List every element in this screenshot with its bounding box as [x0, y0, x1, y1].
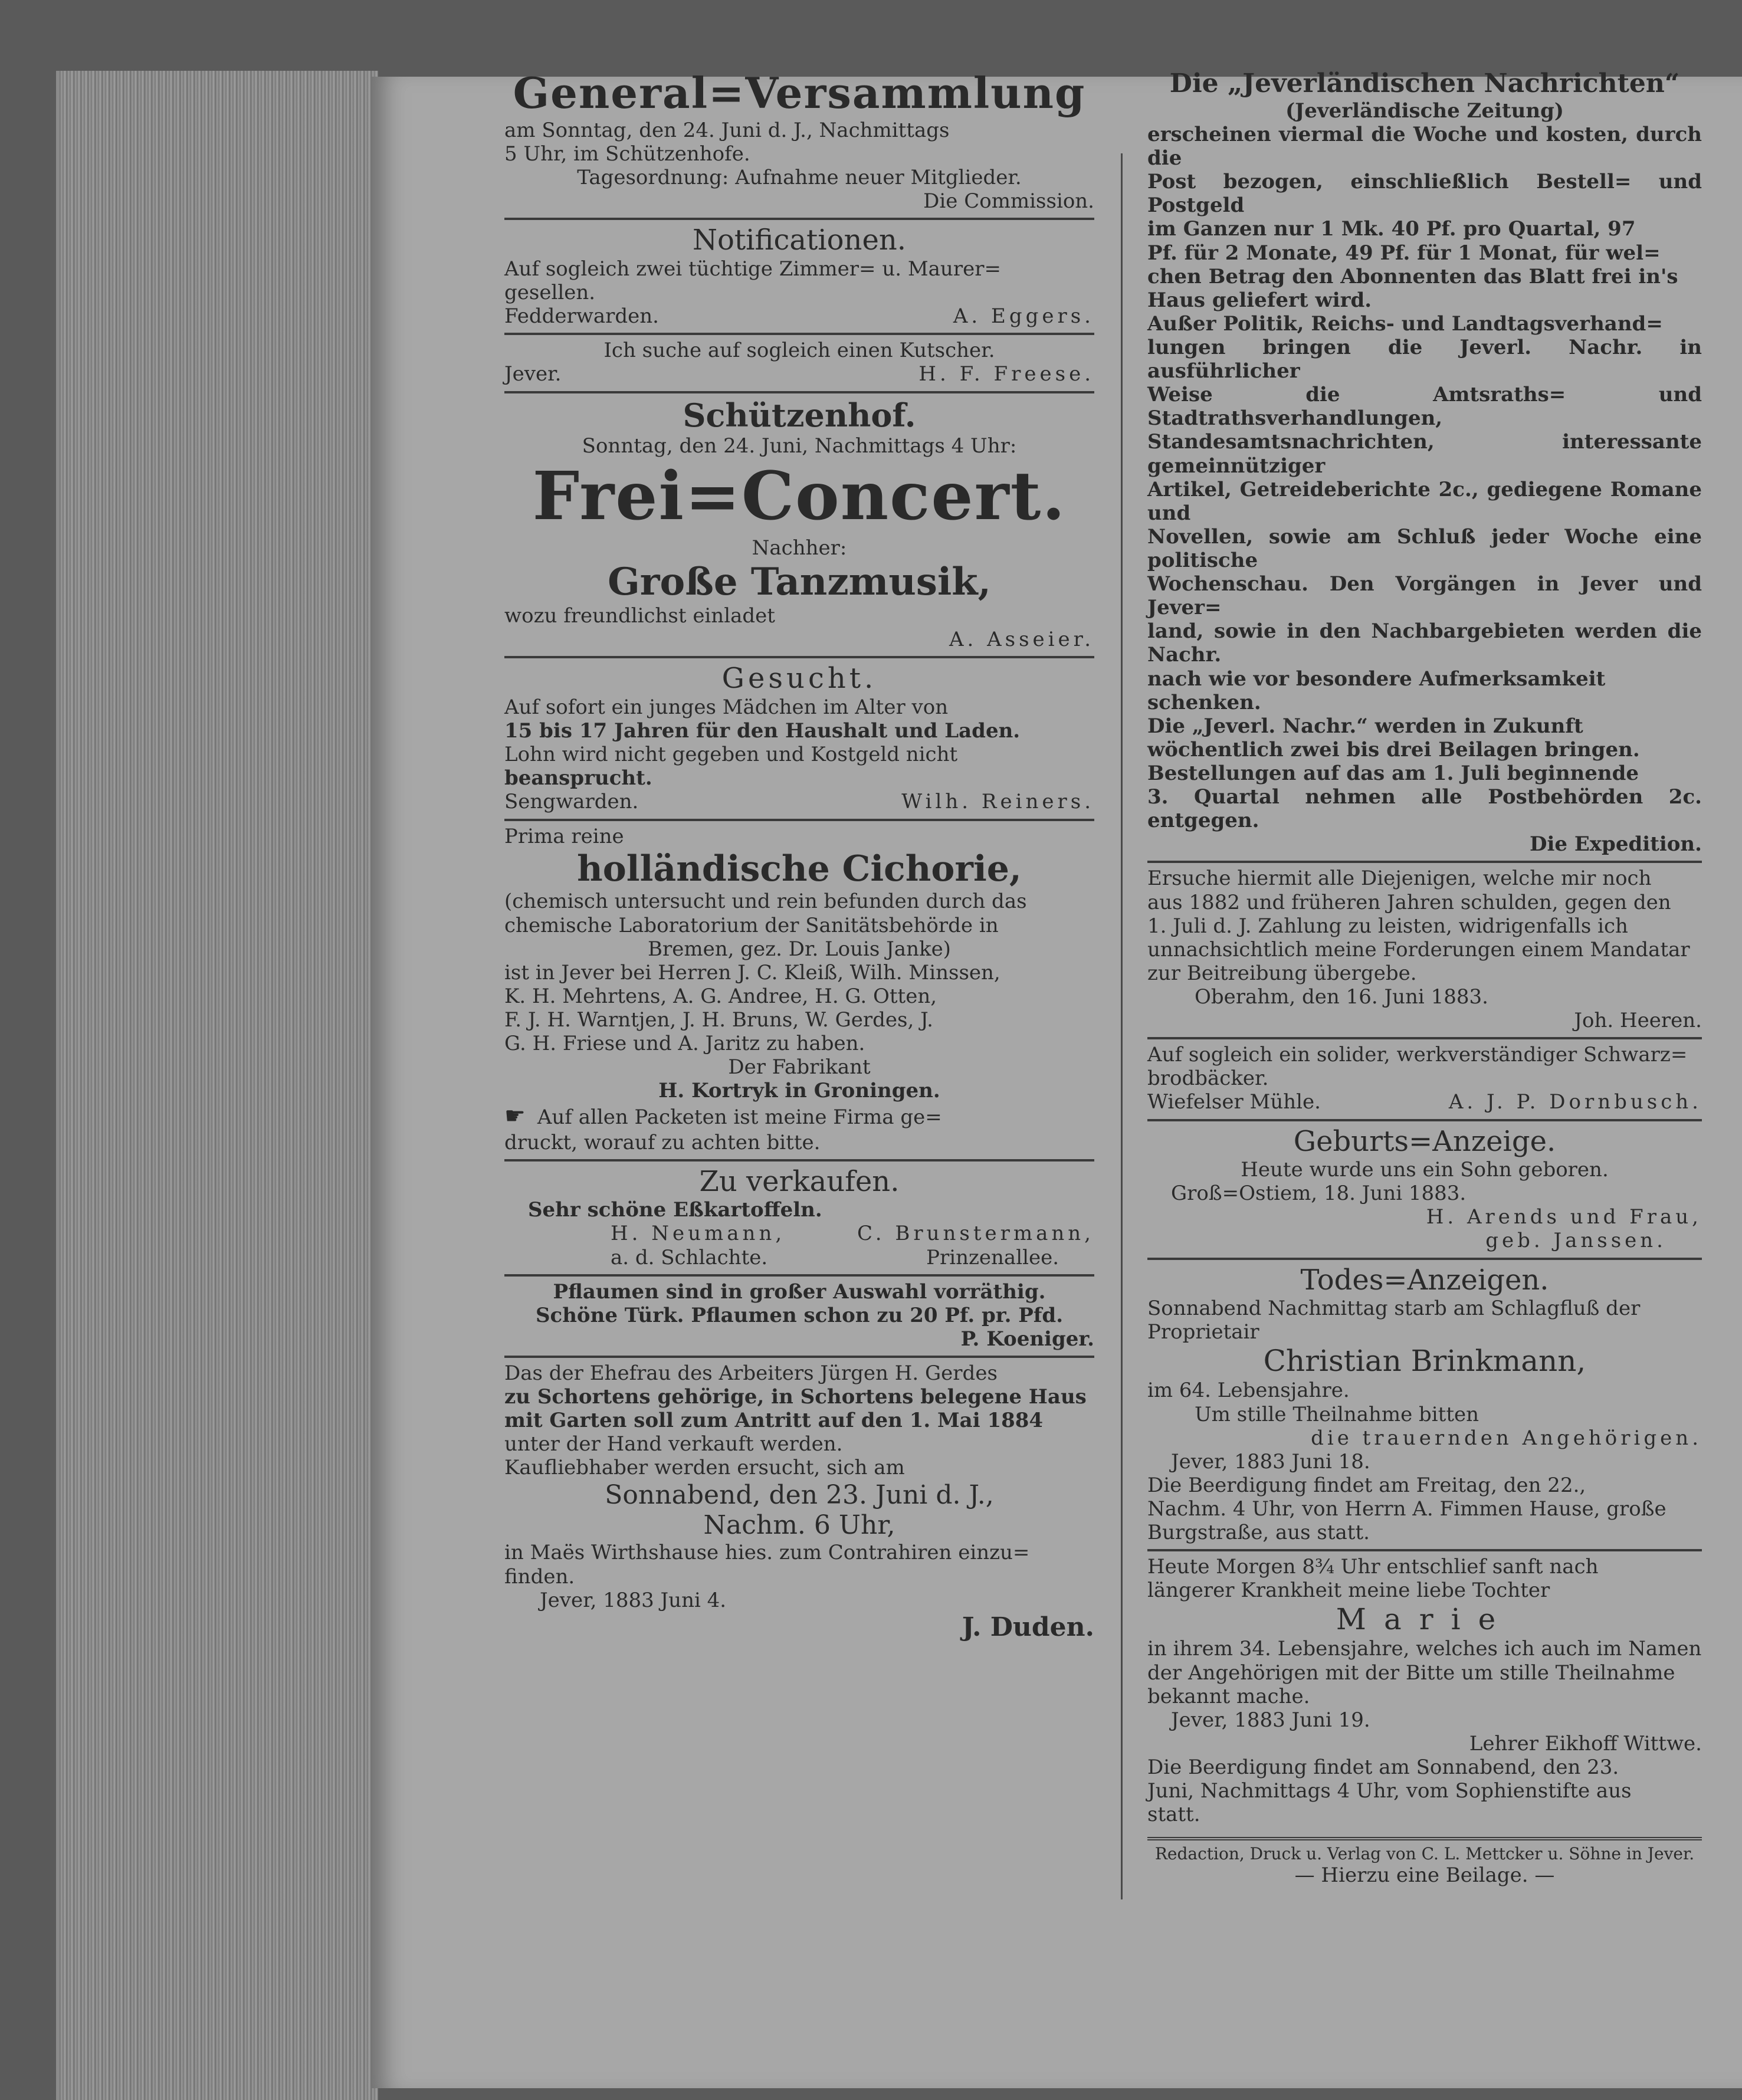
ad-line: wöchentlich zwei bis drei Beilagen bringen. [1147, 737, 1640, 762]
ad-line: Ich suche auf sogleich einen Kutscher. [603, 339, 995, 363]
ad-line: chen Betrag den Abonnenten das Blatt frei in's [1147, 264, 1678, 288]
ad-name: Marie [1336, 1602, 1514, 1637]
ad-line: Sonnabend Nachmittag starb am Schlagfluß der [1147, 1297, 1641, 1321]
ad-line: Schöne Türk. Pflaumen schon zu 20 Pf. pr. Pfd. [535, 1303, 1064, 1327]
ad-address: Prinzenallee. [926, 1245, 1059, 1269]
ad-title: Schützenhof. [683, 396, 916, 434]
ad-line: Haus geliefert wird. [1147, 288, 1372, 312]
ad-line: Wochenschau. Den Vorgängen in Jever und Jever= [1147, 572, 1702, 620]
ad-line: mit Garten soll zum Antritt auf den 1. Mai 1884 [504, 1409, 1044, 1433]
ad-line: längerer Krankheit meine liebe Tochter [1147, 1579, 1550, 1603]
ad-line: aus 1882 und früheren Jahren schulden, gegen den [1147, 890, 1671, 914]
ad-line: Auf allen Packeten ist meine Firma ge= [537, 1105, 942, 1130]
ad-line: Die Beerdigung findet am Freitag, den 22., [1147, 1473, 1586, 1497]
ad-line: 1. Juli d. J. Zahlung zu leisten, widrigenfalls ich [1147, 914, 1628, 938]
ad-line: Sonntag, den 24. Juni, Nachmittags 4 Uhr: [582, 434, 1017, 458]
ad-line: Nachher: [752, 536, 847, 560]
ad-title: General=Versammlung [513, 68, 1086, 118]
ad-line: brodbäcker. [1147, 1067, 1269, 1091]
ad-date: Sonnabend, den 23. Juni d. J., [605, 1479, 994, 1510]
ad-line: Auf sogleich zwei tüchtige Zimmer= u. Maurer= [504, 257, 1001, 281]
ad-line: Sehr schöne Eßkartoffeln. [528, 1198, 822, 1222]
ad-line: Auf sofort ein junges Mädchen im Alter von [504, 695, 949, 720]
ad-line: ist in Jever bei Herren J. C. Kleiß, Wilh. Minssen, [504, 960, 1000, 985]
ad-line: Der Fabrikant [728, 1055, 871, 1079]
ad-line: Bremen, gez. Dr. Louis Janke) [648, 937, 951, 961]
ad-line: G. H. Friese und A. Jaritz zu haben. [504, 1032, 865, 1056]
ad-time: Nachm. 6 Uhr, [703, 1510, 895, 1541]
ad-place: Fedderwarden. [504, 304, 659, 329]
ad-headline: Frei=Concert. [532, 458, 1067, 536]
ad-signature: J. Duden. [962, 1612, 1094, 1642]
ad-line: Post bezogen, einschließlich Bestell= und Postgeld [1147, 170, 1702, 218]
ad-line: 5 Uhr, im Schützenhofe. [504, 142, 750, 166]
left-column [504, 65, 1094, 1648]
ad-line: statt. [1147, 1803, 1200, 1827]
ad-general-versammlung [504, 65, 1094, 220]
ad-line: 15 bis 17 Jahren für den Haushalt und Laden. [504, 719, 1021, 743]
ad-signature: H. Kortryk in Groningen. [658, 1079, 940, 1103]
ad-pflaumen [504, 1277, 1094, 1358]
ad-line: lungen bringen die Jeverl. Nachr. in ausführlicher [1147, 336, 1702, 383]
ad-line: finden. [504, 1564, 575, 1589]
ad-signature: A. J. P. Dornbusch. [1448, 1090, 1702, 1114]
ad-line: bekannt mache. [1147, 1684, 1310, 1708]
ad-line: Standesamtsnachrichten, interessante gemeinnütziger [1147, 430, 1702, 478]
ad-place: Sengwarden. [504, 790, 639, 814]
ad-notificationen [504, 220, 1094, 335]
ad-signature: P. Koeniger. [960, 1327, 1094, 1351]
ad-line: beansprucht. [504, 766, 652, 790]
ad-title: Todes=Anzeigen. [1300, 1263, 1549, 1297]
ad-signature: Lehrer Eikhoff Wittwe. [1469, 1731, 1702, 1756]
ad-line: Heute wurde uns ein Sohn geboren. [1241, 1158, 1609, 1182]
ad-line: die trauernden Angehörigen. [1311, 1426, 1702, 1450]
ad-line: Nachm. 4 Uhr, von Herrn A. Fimmen Hause, große [1147, 1497, 1666, 1521]
ad-todes [1147, 1260, 1702, 1550]
ad-line: Ersuche hiermit alle Diejenigen, welche mir noch [1147, 867, 1652, 891]
column-divider [1121, 153, 1123, 1899]
ad-gesucht [504, 658, 1094, 821]
ad-signature: Die Expedition. [1529, 832, 1702, 857]
ad-address: a. d. Schlachte. [611, 1245, 768, 1269]
ad-signature: A. Asseier. [949, 628, 1094, 652]
ad-ersuche [1147, 863, 1702, 1039]
ad-line: in Maës Wirthshause hies. zum Contrahiren einzu= [504, 1541, 1030, 1565]
ad-schuetzenhof [504, 393, 1094, 659]
ad-line: Pflaumen sind in großer Auswahl vorräthig. [553, 1279, 1046, 1304]
ad-marie [1147, 1549, 1702, 1831]
ad-signature: H. F. Freese. [918, 362, 1094, 386]
ad-signature: Joh. Heeren. [1574, 1009, 1702, 1033]
ad-line: Artikel, Getreideberichte 2c., gediegene Romane und [1147, 477, 1702, 525]
ad-line: im 64. Lebensjahre. [1147, 1379, 1350, 1403]
ad-cichorie [504, 821, 1094, 1161]
ad-line: Weise die Amtsraths= und Stadtrathsverhandlungen, [1147, 383, 1702, 431]
ad-title: holländische Cichorie, [577, 848, 1022, 890]
ad-signature: Die Commission. [923, 189, 1094, 214]
ad-line: (chemisch untersucht und rein befunden durch das [504, 890, 1027, 914]
ad-line: unnachsichtlich meine Forderungen einem Mandatar [1147, 937, 1690, 962]
ad-signature: A. Eggers. [953, 304, 1094, 329]
ad-nachrichten [1147, 65, 1702, 863]
ad-line: Außer Politik, Reichs- und Landtagsverhand= [1147, 311, 1663, 336]
ad-line: am Sonntag, den 24. Juni d. J., Nachmittags [504, 118, 950, 142]
impressum [1147, 1837, 1702, 1887]
ad-line: Burgstraße, aus statt. [1147, 1521, 1370, 1545]
ad-verkaufen [504, 1161, 1094, 1277]
ad-line: der Angehörigen mit der Bitte um stille Theilnahme [1147, 1661, 1675, 1685]
ad-subtitle: (Jeverländische Zeitung) [1285, 99, 1564, 123]
ad-line: im Ganzen nur 1 Mk. 40 Pf. pro Quartal, 97 [1147, 217, 1636, 241]
ad-haus [504, 1358, 1094, 1648]
ad-name: Christian Brinkmann, [1263, 1344, 1586, 1379]
right-column [1147, 65, 1702, 1887]
ad-line: Kaufliebhaber werden ersucht, sich am [504, 1456, 905, 1480]
ad-line: Auf sogleich ein solider, werkverständiger Schwarz= [1147, 1043, 1688, 1067]
ad-signature: geb. Janssen. [1485, 1229, 1666, 1253]
ad-line: Proprietair [1147, 1320, 1259, 1344]
ad-line: land, sowie in den Nachbargebieten werden die Nachr. [1147, 619, 1702, 667]
ad-line: Bestellungen auf das am 1. Juli beginnende [1147, 761, 1639, 785]
ad-line: Pf. für 2 Monate, 49 Pf. für 1 Monat, für wel= [1147, 241, 1661, 265]
ad-line: K. H. Mehrtens, A. G. Andree, H. G. Otten, [504, 984, 937, 1008]
ad-place-date: Jever, 1883 Juni 4. [540, 1588, 727, 1612]
ad-line: Prima reine [504, 824, 624, 848]
ad-line: 3. Quartal nehmen alle Postbehörden 2c. entgegen. [1147, 785, 1702, 833]
ad-line: wozu freundlichst einladet [504, 604, 775, 628]
ad-line: druckt, worauf zu achten bitte. [504, 1130, 821, 1154]
ad-line: gesellen. [504, 281, 596, 305]
ad-line: unter der Hand verkauft werden. [504, 1432, 843, 1456]
ad-title: Notificationen. [692, 224, 907, 257]
ad-title: Gesucht. [721, 662, 877, 695]
ad-signature: Wilh. Reiners. [901, 790, 1094, 814]
book-page-edges [56, 71, 378, 2100]
ad-line: Juni, Nachmittags 4 Uhr, vom Sophienstifte aus [1147, 1779, 1632, 1803]
impressum-line: — Hierzu eine Beilage. — [1294, 1863, 1555, 1888]
ad-line: Lohn wird nicht gegeben und Kostgeld nicht [504, 743, 958, 767]
ad-line: chemische Laboratorium der Sanitätsbehörde in [504, 913, 999, 937]
impressum-line: Redaction, Druck u. Verlag von C. L. Mettcker u. Söhne in Jever. [1154, 1844, 1695, 1864]
ad-baecker [1147, 1039, 1702, 1121]
ad-place: Jever. [504, 362, 562, 386]
ad-signature: H. Neumann, [611, 1222, 786, 1246]
pointing-hand-icon: ☛ [504, 1102, 526, 1130]
ad-place-date: Oberahm, den 16. Juni 1883. [1195, 985, 1488, 1009]
ad-line: Die „Jeverl. Nachr.“ werden in Zukunft [1147, 714, 1583, 738]
ad-line: zur Beitreibung übergebe. [1147, 961, 1417, 985]
ad-line: Groß=Ostiem, 18. Juni 1883. [1171, 1182, 1467, 1206]
ad-place: Wiefelser Mühle. [1147, 1090, 1321, 1114]
ad-line: Jever, 1883 Juni 18. [1171, 1449, 1370, 1474]
ad-line: Novellen, sowie am Schluß jeder Woche eine politische [1147, 524, 1702, 572]
ad-title: Geburts=Anzeige. [1293, 1124, 1556, 1158]
ad-line: Heute Morgen 8¾ Uhr entschlief sanft nach [1147, 1555, 1599, 1579]
ad-line: Um stille Theilnahme bitten [1195, 1402, 1479, 1426]
ad-signature: H. Arends und Frau, [1426, 1205, 1702, 1229]
ad-line: in ihrem 34. Lebensjahre, welches ich auch im Namen [1147, 1637, 1702, 1661]
ad-signature: C. Brunstermann, [857, 1222, 1094, 1246]
ad-place-date: Jever, 1883 Juni 19. [1171, 1708, 1370, 1732]
ad-line: erscheinen viermal die Woche und kosten, durch die [1147, 123, 1702, 170]
ad-geburt [1147, 1121, 1702, 1260]
ad-kutscher [504, 335, 1094, 393]
ad-line: Das der Ehefrau des Arbeiters Jürgen H. Gerdes [504, 1361, 998, 1386]
ad-line: Tagesordnung: Aufnahme neuer Mitglieder. [577, 166, 1022, 190]
ad-line: Die Beerdigung findet am Sonnabend, den 23. [1147, 1755, 1619, 1779]
ad-line: zu Schortens gehörige, in Schortens belegene Haus [504, 1385, 1087, 1409]
ad-line: F. J. H. Warntjen, J. H. Bruns, W. Gerdes, J. [504, 1008, 933, 1032]
ad-line: nach wie vor besondere Aufmerksamkeit schenken. [1147, 667, 1606, 714]
ad-title: Die „Jeverländischen Nachrichten“ [1169, 68, 1680, 99]
ad-subheadline: Große Tanzmusik, [608, 559, 991, 604]
ad-title: Zu verkaufen. [699, 1164, 900, 1198]
